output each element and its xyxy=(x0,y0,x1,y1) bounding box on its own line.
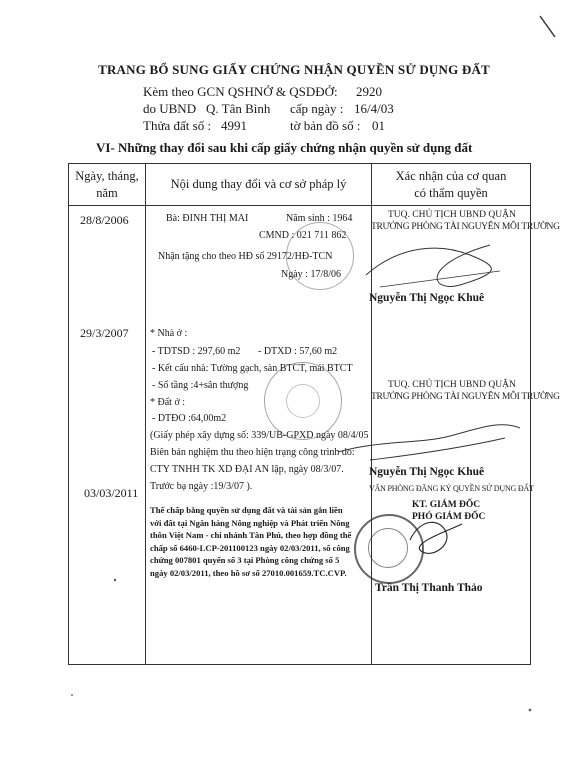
entry2-seal-inner xyxy=(286,384,320,418)
entry1-seal xyxy=(286,222,354,290)
issue-date-value: 16/4/03 xyxy=(354,101,394,116)
entry3-line: chấp số 6460-LCP-201100123 ngày 02/03/2011, số công xyxy=(150,542,350,553)
col-content-label: Nội dung thay đổi và cơ sở pháp lý xyxy=(170,177,347,191)
col-date-header xyxy=(69,164,146,206)
entry2-permit: (Giấy phép xây dựng số: 339/UB-GPXD ngày 08/4/05 xyxy=(150,430,369,441)
issuer-label: do UBND xyxy=(143,101,197,116)
scan-mark xyxy=(538,14,558,40)
entry1-birth: Năm sinh : 1964 xyxy=(286,213,353,224)
parcel-value: 4991 xyxy=(221,118,247,133)
entry3-line: Thế chấp bằng quyền sử dụng đất và tài sản gắn liền xyxy=(150,505,343,515)
entry2-company: CTY TNHH TK XD ĐẠI AN lập, ngày 08/3/07. xyxy=(150,464,344,475)
entry2-dtxd: - DTXD : 57,60 m2 xyxy=(258,346,338,357)
entry2-authority-line1: TUQ. CHỦ TỊCH UBND QUẬN xyxy=(388,380,516,390)
gcn-number: 2920 xyxy=(356,84,382,99)
col-authority-header xyxy=(372,164,531,206)
gcn-label: Kèm theo GCN QSHNỞ & QSDĐỞ: xyxy=(143,84,338,99)
col-authority-line1: Xác nhận của cơ quan xyxy=(395,169,507,183)
entry3-line: chứng 007801 quyển số 3 tại Phòng công chứng số 5 xyxy=(150,555,340,565)
entry1-gift-contract: Nhận tặng cho theo HĐ số 29172/HĐ-TCN xyxy=(158,251,333,262)
issue-date-label: cấp ngày : xyxy=(290,101,344,116)
section-title: VI- Những thay đổi sau khi cấp giấy chứng nhận quyền sử dụng đất xyxy=(96,140,473,155)
col-authority-line2: có thẩm quyền xyxy=(414,186,488,200)
entry1-authority-line2: TRƯỞNG PHÒNG TÀI NGUYÊN MÔI TRƯỜNG xyxy=(371,222,560,232)
entry2-land-heading: * Đất ở : xyxy=(150,397,186,408)
document-title: TRANG BỔ SUNG GIẤY CHỨNG NHẬN QUYỀN SỬ DỤNG ĐẤT xyxy=(98,62,490,77)
map-sheet-value: 01 xyxy=(372,118,385,133)
entry3-authority-line1: VĂN PHÒNG ĐĂNG KÝ QUYỀN SỬ DỤNG ĐẤT xyxy=(369,484,534,493)
entry3-line: thôn Việt Nam - chi nhánh Tân Phú, theo hợp đồng thế xyxy=(150,530,352,540)
entry3-signer: Trần Thị Thanh Thảo xyxy=(375,582,483,594)
entry2-record: Biên bản nghiệm thu theo hiện trạng công trình do: xyxy=(150,447,355,458)
entry3-authority-line3: PHÓ GIÁM ĐỐC xyxy=(412,512,486,522)
map-sheet-label: tờ bản đồ số : xyxy=(290,118,361,133)
entry3-date: 03/03/2011 xyxy=(84,486,139,500)
entry2-dtdo: - DTĐO :64,00m2 xyxy=(152,413,227,424)
entry1-id: CMND : 021 711 862 xyxy=(259,230,347,241)
col-content-header xyxy=(146,164,372,206)
entry3-authority-line2: KT. GIÁM ĐỐC xyxy=(412,500,481,510)
entry2-signer: Nguyễn Thị Ngọc Khuê xyxy=(369,466,485,478)
entry3-line: ngày 02/03/2011, theo hồ sơ số 27010.001659.TC.CVP. xyxy=(150,567,347,578)
entry2-structure: - Kết cấu nhà: Tường gạch, sàn BTCT, mái BTCT xyxy=(152,363,353,374)
entry3-line: với đất tại Ngân hàng Nông nghiệp và Phát triển Nông xyxy=(150,517,350,528)
col-date-line2: năm xyxy=(96,186,118,200)
entry1-owner: Bà: ĐINH THỊ MAI xyxy=(166,213,249,224)
scan-dots xyxy=(60,560,540,740)
entry1-signature xyxy=(360,225,510,300)
entry2-tax: Trước bạ ngày :19/3/07 ). xyxy=(150,481,253,492)
entry1-signer: Nguyễn Thị Ngọc Khuê xyxy=(369,292,485,304)
entry2-tdtsd: - TDTSD : 297,60 m2 xyxy=(152,346,241,357)
col-date-line1: Ngày, tháng, xyxy=(75,169,139,183)
entry1-date: 28/8/2006 xyxy=(80,213,129,227)
entry2-date: 29/3/2007 xyxy=(80,326,129,340)
issuer-value: Q. Tân Bình xyxy=(206,101,271,116)
entry2-floors: - Số tầng :4+sân thượng xyxy=(152,380,249,391)
entry1-authority-line1: TUQ. CHỦ TỊCH UBND QUẬN xyxy=(388,210,516,220)
entry2-house-heading: * Nhà ở : xyxy=(150,328,188,339)
entry2-authority-line2: TRƯỞNG PHÒNG TÀI NGUYÊN MÔI TRƯỜNG xyxy=(371,392,560,402)
parcel-label: Thửa đất số : xyxy=(143,118,212,133)
entry2-signature xyxy=(330,410,530,470)
entry1-contract-date: Ngày : 17/8/06 xyxy=(281,269,341,280)
